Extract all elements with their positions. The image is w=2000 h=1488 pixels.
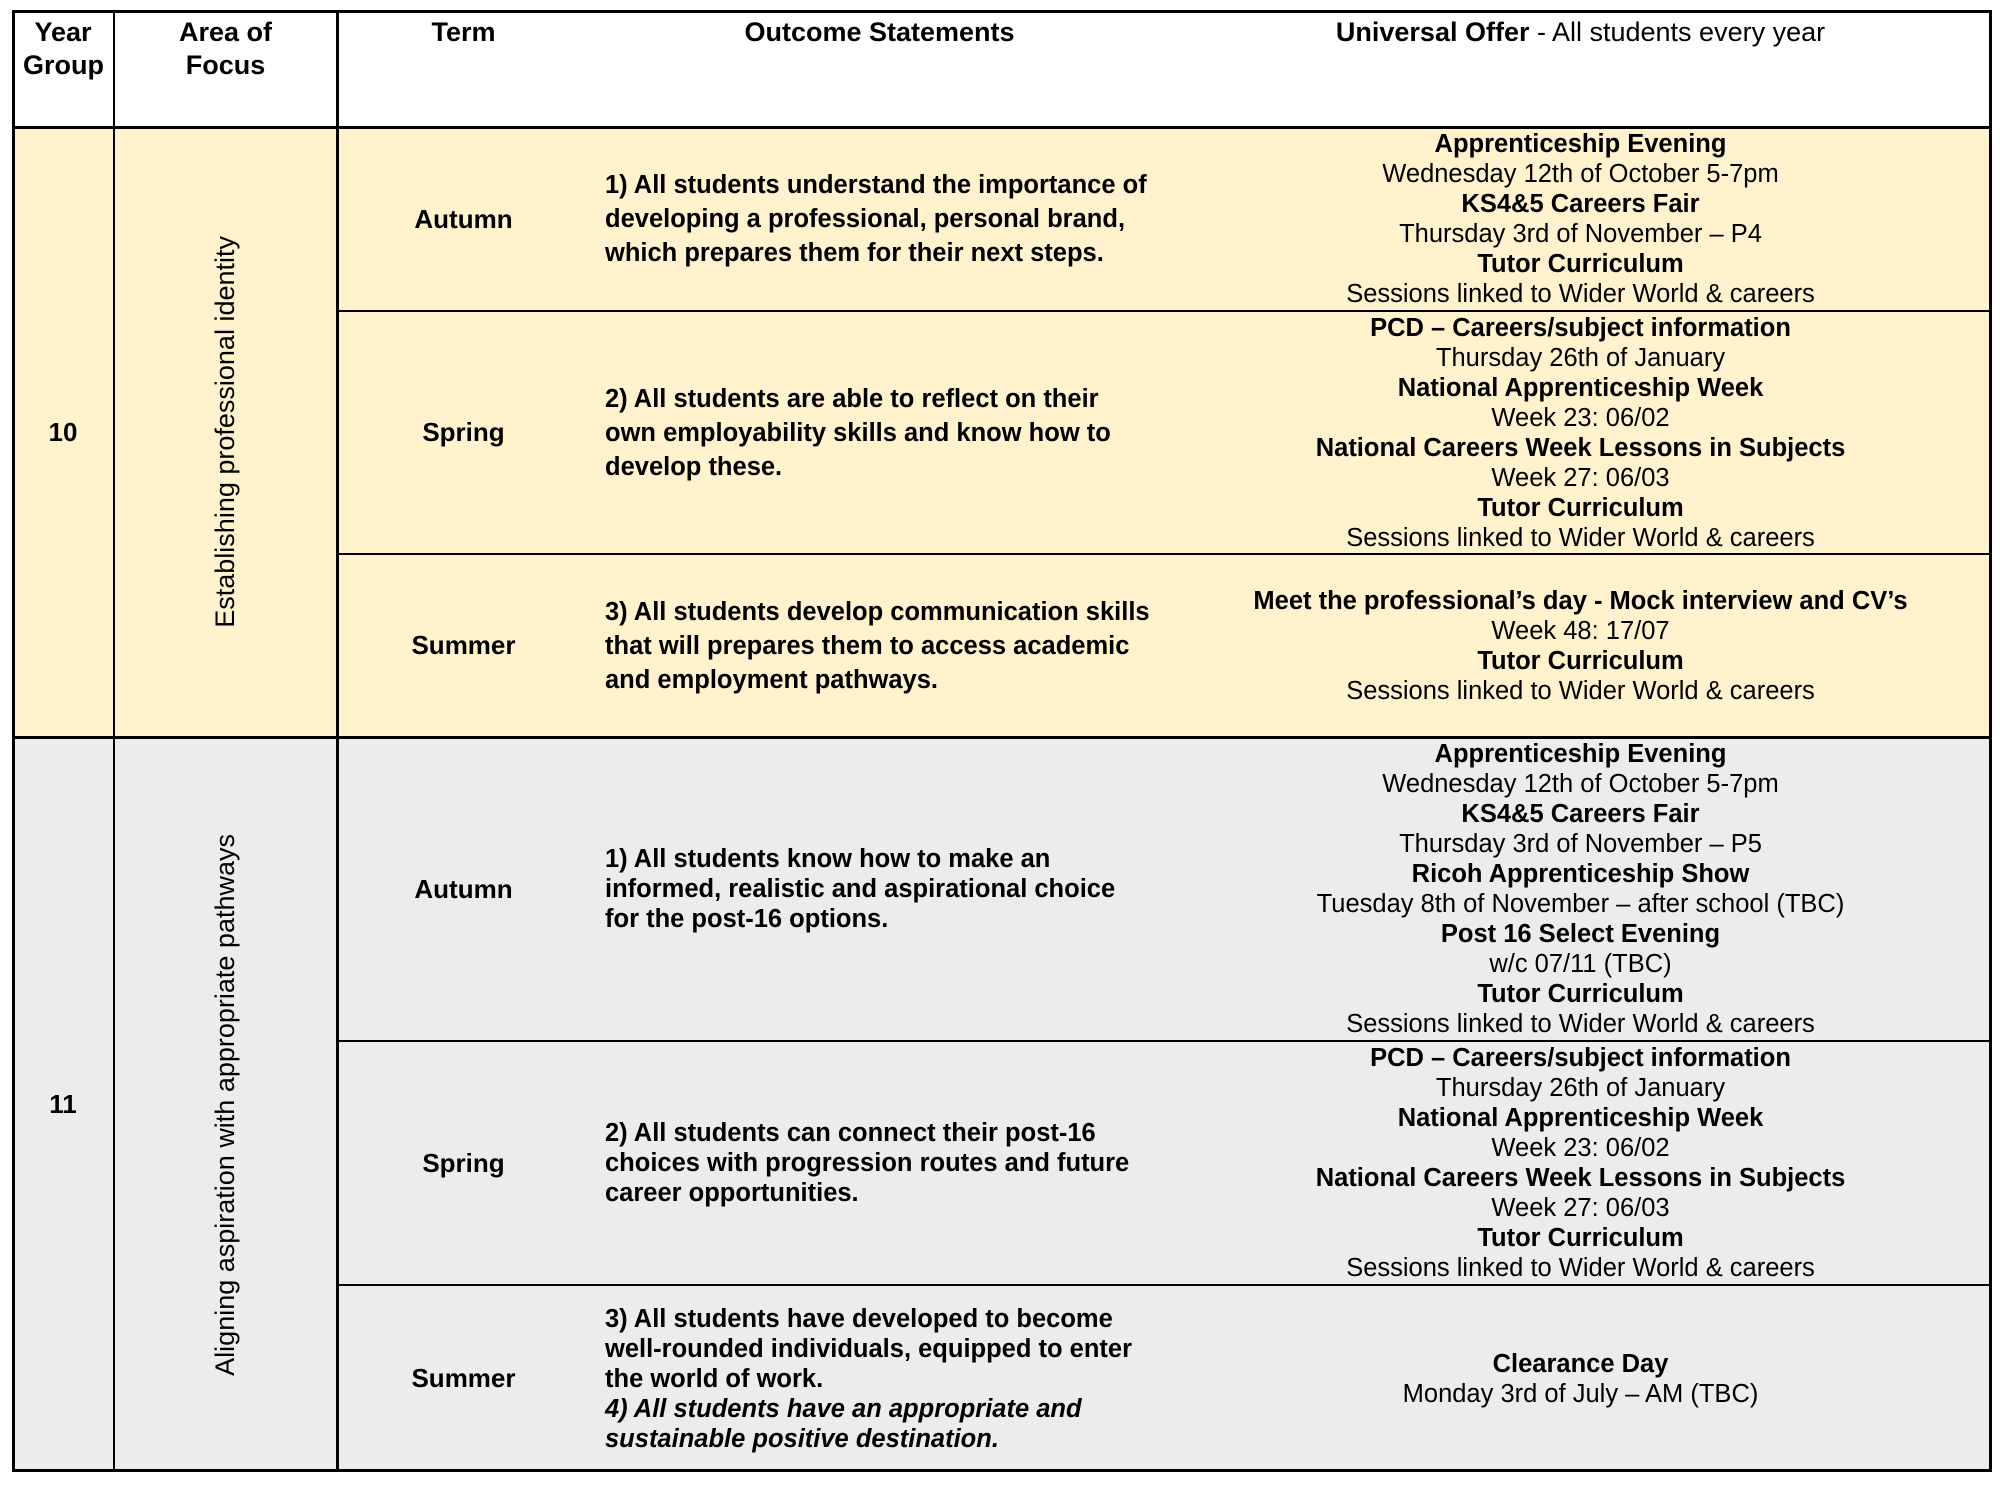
term-10-autumn: Autumn: [414, 203, 513, 234]
year-group-11: 11: [49, 1089, 77, 1119]
area-of-focus-11: [114, 737, 337, 1472]
offer-detail: Week 23: 06/02: [1491, 1134, 1670, 1162]
offer-title: National Apprenticeship Week: [1397, 373, 1764, 402]
header-term-label: Term: [431, 17, 496, 47]
offer-title: National Careers Week Lessons in Subjects: [1315, 433, 1846, 462]
outcome-text: 3) All students have developed to become well-rounded individuals, equipped to enter the world of work.: [605, 1304, 1133, 1393]
offer-title: KS4&5 Careers Fair: [1461, 800, 1700, 828]
header-year-group-label: Year Group: [23, 17, 104, 80]
offer-11-autumn: [1169, 737, 1992, 1041]
offer-title: Post 16 Select Evening: [1440, 920, 1721, 948]
term-10-spring: Spring: [422, 417, 505, 447]
outcome-text: 1) All students understand the importance of developing a professional, personal brand, which prepares them for their next steps.: [605, 171, 1147, 267]
area-of-focus-10-label: Establishing professional identity: [210, 236, 240, 628]
offer-10-summer: [1169, 554, 1992, 737]
offer-detail: Week 27: 06/03: [1491, 463, 1670, 492]
offer-title: Clearance Day: [1492, 1349, 1669, 1378]
offer-detail: Thursday 3rd of November – P4: [1399, 220, 1762, 248]
border-bottom: [12, 1469, 1992, 1472]
offer-title: PCD – Careers/subject information: [1370, 1044, 1791, 1072]
border-top: [12, 10, 1992, 13]
row-line-10b: [337, 553, 1992, 555]
offer-11-spring: [1169, 1041, 1992, 1285]
offer-detail: Week 27: 06/03: [1491, 1194, 1670, 1222]
row-line-11a: [337, 1040, 1992, 1042]
border-right: [1989, 10, 1992, 1472]
header-universal-offer-label: [1336, 16, 1825, 49]
offer-title: Apprenticeship Evening: [1434, 740, 1727, 768]
header-universal-offer: [1169, 10, 1992, 127]
row-line-10a: [337, 310, 1992, 312]
offer-title: National Careers Week Lessons in Subjects: [1315, 1164, 1846, 1192]
offer-detail: Wednesday 12th of October 5-7pm: [1382, 770, 1779, 798]
outcome-10-summer: [590, 554, 1169, 737]
outcome-11-summer: [590, 1285, 1169, 1472]
col-line-2: [336, 10, 339, 1472]
outcome-text: 3) All students develop communication skills that will prepares them to access academic and employment pathways.: [605, 597, 1150, 694]
offer-detail: Sessions linked to Wider World & careers: [1346, 1254, 1815, 1282]
offer-11-summer: [1169, 1285, 1992, 1472]
year-group-10: 10: [48, 416, 78, 447]
offer-detail: Week 23: 06/02: [1491, 403, 1670, 432]
offer-title: Tutor Curriculum: [1477, 646, 1684, 675]
offer-detail: Sessions linked to Wider World & careers: [1346, 1010, 1815, 1038]
term-11-summer: Summer: [411, 1363, 516, 1393]
outcome-text: 2) All students are able to reflect on their own employability skills and know how to develop these.: [605, 384, 1111, 481]
offer-title: Apprenticeship Evening: [1434, 130, 1727, 158]
offer-title: KS4&5 Careers Fair: [1461, 190, 1700, 218]
header-area-of-focus: [114, 10, 337, 127]
offer-title: Tutor Curriculum: [1477, 980, 1684, 1008]
term-11-spring: Spring: [422, 1147, 505, 1178]
header-year-group: [12, 10, 114, 127]
year-divider: [12, 736, 1992, 739]
offer-title: Meet the professional’s day - Mock interview and CV’s: [1253, 586, 1908, 615]
header-term: [337, 10, 590, 127]
outcome-text-italic: 4) All students have an appropriate and sustainable positive destination.: [605, 1394, 1082, 1453]
border-left: [12, 10, 15, 1472]
offer-title: National Apprenticeship Week: [1397, 1104, 1764, 1132]
offer-detail: Monday 3rd of July – AM (TBC): [1402, 1379, 1759, 1408]
header-divider: [12, 126, 1992, 129]
offer-detail: Tuesday 8th of November – after school (TBC): [1316, 890, 1845, 918]
offer-detail: Sessions linked to Wider World & careers: [1346, 676, 1815, 705]
outcome-11-autumn: [590, 737, 1169, 1041]
offer-title: Tutor Curriculum: [1477, 493, 1684, 522]
offer-detail: Sessions linked to Wider World & careers: [1346, 523, 1815, 552]
offer-detail: Thursday 26th of January: [1435, 343, 1726, 372]
offer-detail: Week 48: 17/07: [1491, 616, 1670, 645]
careers-table: [12, 10, 1992, 1472]
header-area-of-focus-label: Area of Focus: [178, 17, 273, 80]
offer-title: Tutor Curriculum: [1477, 250, 1684, 278]
offer-10-autumn: [1169, 127, 1992, 311]
term-11-autumn: Autumn: [414, 873, 513, 904]
header-outcome-label: Outcome Statements: [744, 17, 1015, 47]
offer-detail: Thursday 3rd of November – P5: [1399, 830, 1762, 858]
outcome-10-spring: [590, 311, 1169, 554]
outcome-11-spring: [590, 1041, 1169, 1285]
row-line-11b: [337, 1284, 1992, 1286]
header-offer-rest: - All students every year: [1529, 17, 1826, 47]
offer-10-spring: [1169, 311, 1992, 554]
offer-title: Tutor Curriculum: [1477, 1224, 1684, 1252]
outcome-10-autumn: [590, 127, 1169, 311]
header-offer-bold: Universal Offer: [1335, 17, 1530, 47]
area-of-focus-11-label: Aligning aspiration with appropriate pathways: [210, 833, 240, 1376]
term-10-summer: Summer: [411, 630, 516, 660]
outcome-text: 2) All students can connect their post-16 choices with progression routes and future career opportunities.: [605, 1119, 1130, 1207]
offer-detail: Thursday 26th of January: [1435, 1074, 1726, 1102]
offer-detail: w/c 07/11 (TBC): [1489, 950, 1672, 978]
col-line-1: [113, 10, 115, 1472]
offer-title: Ricoh Apprenticeship Show: [1411, 860, 1750, 888]
outcome-text: 1) All students know how to make an informed, realistic and aspirational choice for the post-16 options.: [605, 845, 1116, 933]
offer-title: PCD – Careers/subject information: [1370, 313, 1791, 342]
offer-detail: Wednesday 12th of October 5-7pm: [1382, 160, 1779, 188]
offer-detail: Sessions linked to Wider World & careers: [1346, 280, 1815, 308]
area-of-focus-10: [114, 127, 337, 737]
header-outcome-statements: [590, 10, 1169, 127]
